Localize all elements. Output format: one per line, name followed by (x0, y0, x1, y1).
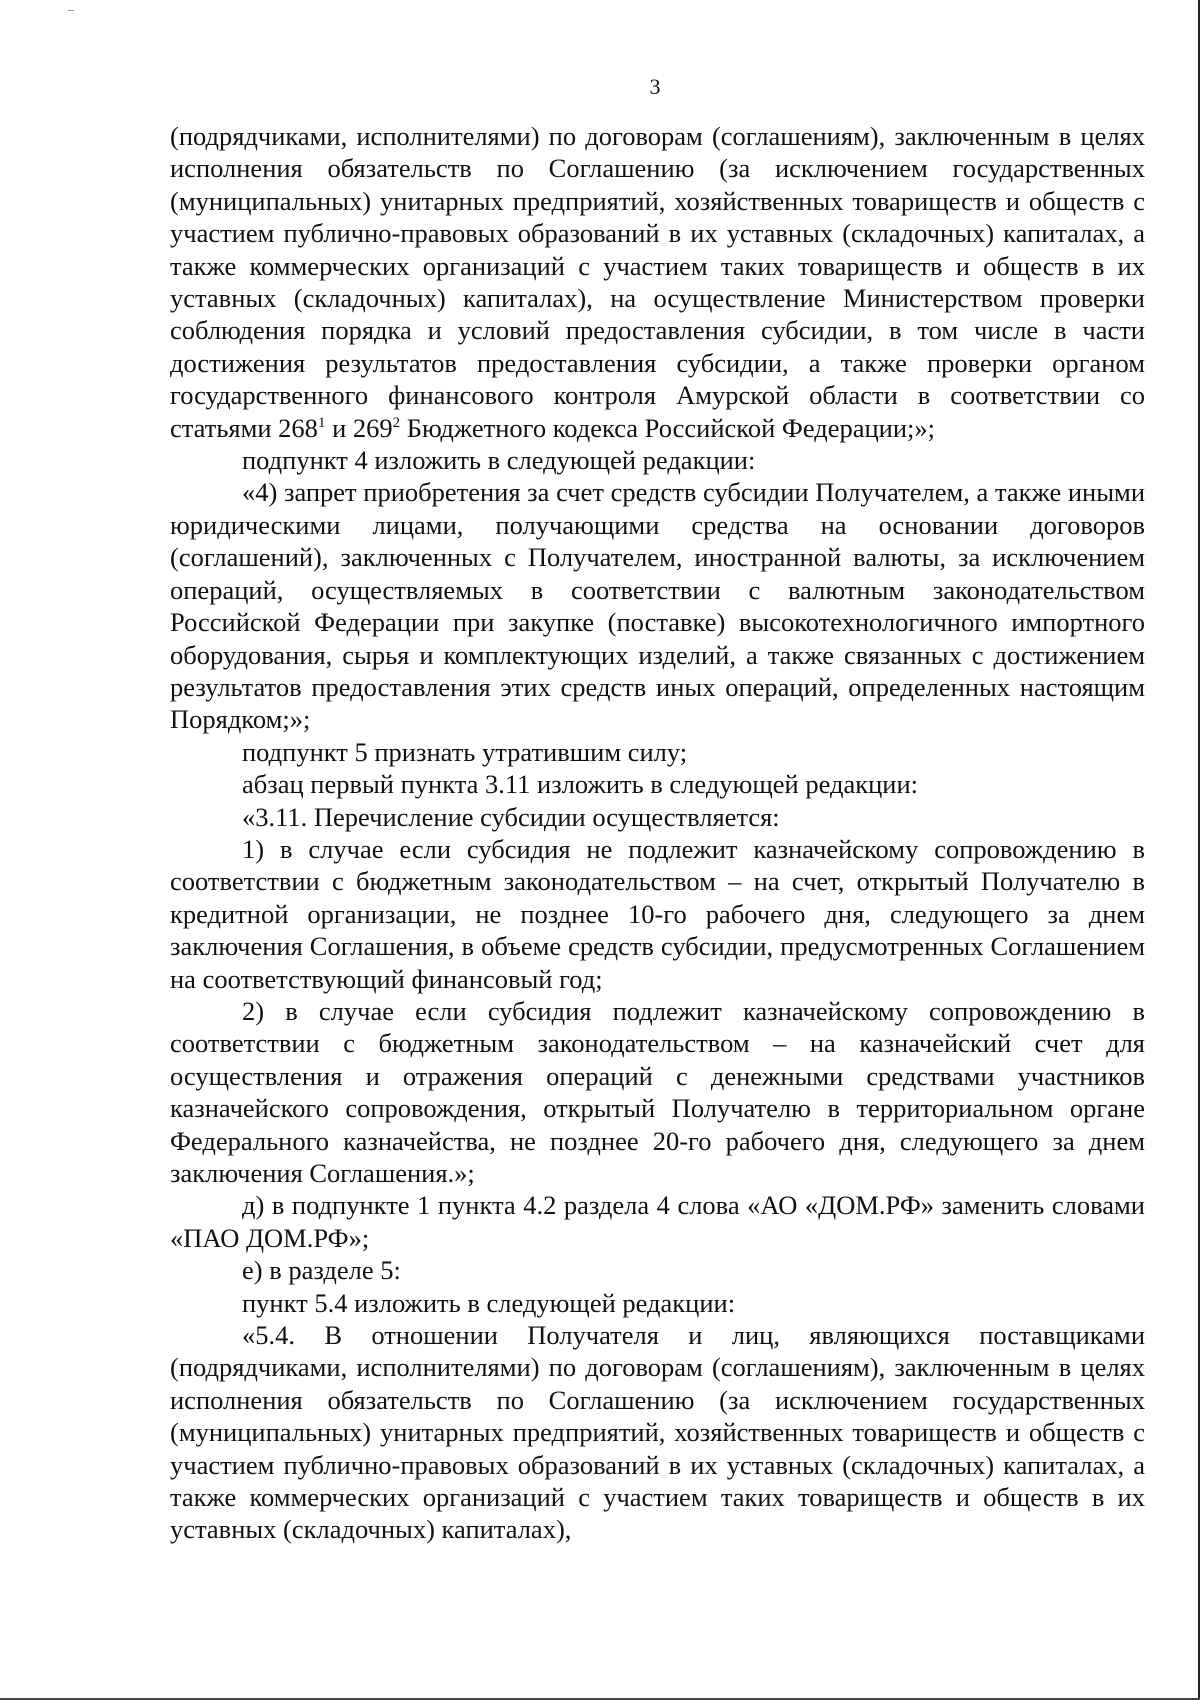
paragraph: 1) в случае если субсидия не подлежит казначейскому сопровождению в соответствии с бюджетным законодательством – на счет, открытый Получателю в кредитной организации, не позднее 10-го рабочего дня, следующего за днем заключения Соглашения, в объеме средств субсидии, предусмотренных Соглашением на соответствующий финансовый год; (170, 833, 1145, 994)
paragraph-continuation (170, 120, 1145, 444)
superscript: 2 (392, 414, 401, 431)
paragraph: е) в разделе 5: (242, 1255, 401, 1286)
scan-mark (68, 10, 74, 11)
paragraph: абзац первый пункта 3.11 изложить в следующей редакции: (242, 769, 919, 800)
paragraph-text: Бюджетного кодекса Российской Федерации;»; (400, 412, 936, 443)
paragraph-text: и 269 (325, 412, 393, 443)
paragraph: «3.11. Перечисление субсидии осуществляется: (242, 801, 780, 832)
paragraph-text: (подрядчиками, исполнителями) по договорам (соглашениям), заключенным в целях исполнения обязательств по Соглашению (за исключением государственных (муниципальных) унитарных предприятий, хозяйственных товариществ и обществ с участием публично-правовых образований в их уставных (складочных) капиталах, а также коммерческих организаций с участием таких товариществ и обществ в их уставных (складочных) капиталах), на осуществление Министерством проверки соблюдения порядка и условий предоставления субсидии, в том числе в части достижения результатов предоставления субсидии, а также проверки органом государственного финансового контроля Амурской области в соответствии со статьями 268 (170, 121, 1145, 443)
paragraph: «4) запрет приобретения за счет средств субсидии Получателем, а также иными юридическими лицами, получающими средства на основании договоров (соглашений), заключенных с Получателем, иностранной валюты, за исключением операций, осуществляемых в соответствии с валютным законодательством Российской Федерации при закупке (поставке) высокотехнологичного импортного оборудования, сырья и комплектующих изделий, а также связанных с достижением результатов предоставления этих средств иных операций, определенных настоящим Порядком;»; (170, 477, 1145, 735)
paragraph: пункт 5.4 изложить в следующей редакции: (242, 1287, 736, 1318)
page-number: 3 (649, 74, 661, 99)
paragraph: подпункт 4 изложить в следующей редакции: (242, 445, 756, 476)
paragraph: д) в подпункте 1 пункта 4.2 раздела 4 слова «АО «ДОМ.РФ» заменить словами «ПАО ДОМ.РФ»; (170, 1190, 1145, 1253)
paragraph: 2) в случае если субсидия подлежит казначейскому сопровождению в соответствии с бюджетным законодательством – на казначейский счет для осуществления и отражения операций с денежными средствами участников казначейского сопровождения, открытый Получателю в территориальном органе Федерального казначейства, не позднее 20-го рабочего дня, следующего за днем заключения Соглашения.»; (170, 995, 1145, 1188)
paragraph: «5.4. В отношении Получателя и лиц, являющихся поставщиками (подрядчиками, исполнителями) по договорам (соглашениям), заключенным в целях исполнения обязательств по Соглашению (за исключением государственных (муниципальных) унитарных предприятий, хозяйственных товариществ и обществ с участием публично-правовых образований в их уставных (складочных) капиталах, а также коммерческих организаций с участием таких товариществ и обществ в их уставных (складочных) капиталах), (170, 1320, 1145, 1545)
paragraph: подпункт 5 признать утратившим силу; (242, 736, 688, 767)
superscript: 1 (317, 414, 326, 431)
document-body (170, 120, 1145, 1546)
